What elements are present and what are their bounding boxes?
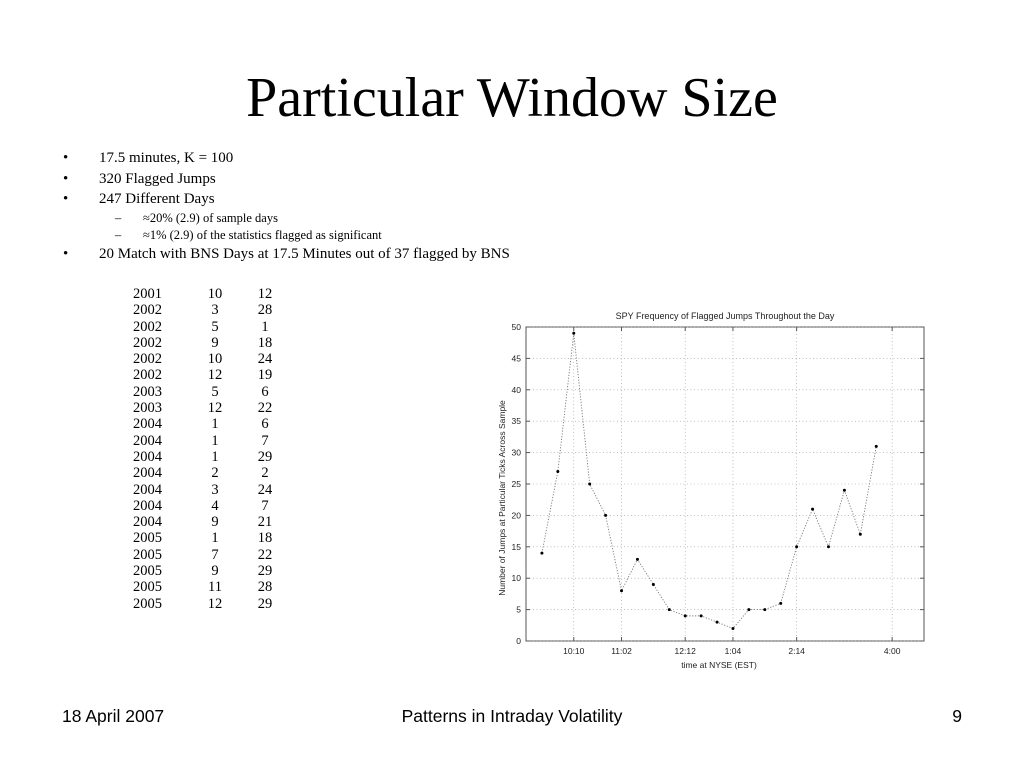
month-cell: 2 (211, 465, 219, 482)
y-tick-label: 5 (516, 604, 521, 615)
table-row (133, 335, 295, 351)
data-point (843, 489, 846, 492)
day-cell: 22 (257, 400, 273, 417)
day-cell: 7 (261, 497, 269, 514)
day-cell: 18 (257, 334, 273, 351)
table-row (133, 319, 295, 335)
day-cell: 6 (261, 416, 269, 433)
y-tick-label: 0 (516, 636, 521, 646)
day-cell: 28 (257, 302, 273, 319)
month-cell: 1 (211, 432, 219, 449)
data-point (620, 589, 623, 592)
x-tick-label: 10:10 (563, 646, 585, 656)
table-row (133, 482, 295, 498)
slide-title: Particular Window Size (246, 67, 778, 129)
table-row (133, 514, 295, 530)
y-tick-label: 25 (511, 479, 521, 489)
table-row (133, 302, 295, 318)
data-point (604, 514, 607, 517)
day-cell: 1 (261, 318, 269, 335)
bullet-item (55, 244, 955, 265)
table-row (133, 416, 295, 432)
y-tick-label: 50 (511, 322, 521, 332)
year-cell: 2004 (133, 448, 162, 465)
table-row (133, 530, 295, 546)
day-cell: 7 (261, 432, 269, 449)
year-cell: 2004 (133, 432, 162, 449)
day-cell: 6 (261, 383, 269, 400)
month-cell: 3 (211, 302, 219, 319)
year-cell: 2004 (133, 416, 162, 433)
dash-marker: – (115, 210, 122, 225)
bullet-marker: • (63, 191, 69, 207)
data-point (652, 583, 655, 586)
data-point (763, 608, 766, 611)
month-cell: 10 (207, 286, 223, 302)
y-tick-label: 35 (511, 416, 521, 427)
month-cell: 1 (211, 416, 219, 433)
data-point (811, 508, 814, 511)
data-point (827, 545, 830, 548)
x-axis-label: time at NYSE (EST) (681, 660, 757, 670)
month-cell: 7 (211, 546, 219, 563)
bullet-item (55, 148, 955, 169)
day-cell: 29 (257, 448, 273, 465)
jump-frequency-chart (492, 300, 932, 672)
month-cell: 9 (211, 514, 219, 531)
data-point (700, 614, 703, 617)
data-point (875, 445, 878, 448)
day-cell: 24 (257, 481, 273, 498)
data-point (795, 545, 798, 548)
month-cell: 9 (211, 334, 219, 351)
day-cell: 2 (261, 465, 269, 482)
year-cell: 2005 (133, 546, 162, 563)
y-tick-label: 45 (511, 353, 521, 364)
data-point (588, 483, 591, 486)
table-row (133, 547, 295, 563)
bullet-marker: • (63, 170, 69, 187)
year-cell: 2004 (133, 497, 162, 514)
year-cell: 2002 (133, 302, 162, 319)
table-row (133, 465, 295, 481)
bullet-marker: • (63, 150, 69, 166)
chart-title: SPY Frequency of Flagged Jumps Throughout the Day (615, 311, 835, 321)
y-tick-label: 30 (511, 447, 521, 458)
data-point (636, 558, 639, 561)
bullet-text: 247 Different Days (99, 191, 215, 207)
table-row (133, 596, 295, 612)
bullet-list (55, 148, 955, 264)
data-point (731, 627, 734, 630)
month-cell: 1 (211, 530, 219, 547)
x-tick-label: 4:00 (883, 646, 901, 656)
sub-bullet-item (55, 210, 955, 227)
day-cell: 18 (257, 530, 273, 547)
year-cell: 2005 (133, 563, 162, 580)
month-cell: 9 (211, 563, 219, 580)
bullet-text: 320 Flagged Jumps (99, 170, 216, 187)
bullet-text: ≈20% (2.9) of sample days (143, 210, 278, 225)
bullet-item (55, 169, 955, 190)
table-row (133, 400, 295, 416)
data-point (747, 608, 750, 611)
day-cell: 22 (257, 546, 273, 563)
y-tick-label: 15 (511, 541, 521, 552)
year-cell: 2005 (133, 530, 162, 547)
x-tick-label: 12:12 (674, 646, 696, 656)
year-cell: 2004 (133, 465, 162, 482)
day-cell: 28 (257, 579, 273, 596)
y-tick-label: 40 (511, 384, 521, 395)
year-cell: 2003 (133, 383, 162, 400)
footer-title: Patterns in Intraday Volatility (401, 706, 623, 726)
day-cell: 29 (257, 563, 273, 580)
year-cell: 2004 (133, 514, 162, 531)
table-row (133, 449, 295, 465)
bullet-text: 20 Match with BNS Days at 17.5 Minutes out of 37 flagged by BNS (99, 245, 510, 262)
bullet-text: 17.5 minutes, K = 100 (99, 150, 234, 166)
month-cell: 11 (208, 579, 222, 596)
year-cell: 2004 (133, 481, 162, 498)
sub-bullet-item (55, 227, 955, 244)
flagged-days-table (133, 286, 295, 612)
data-point (668, 608, 671, 611)
month-cell: 12 (207, 400, 223, 417)
day-cell: 24 (257, 351, 273, 368)
month-cell: 12 (207, 595, 223, 612)
year-cell: 2003 (133, 400, 162, 417)
year-cell: 2001 (133, 286, 162, 302)
month-cell: 5 (211, 383, 219, 400)
year-cell: 2005 (133, 579, 162, 596)
footer-date: 18 April 2007 (62, 706, 165, 726)
year-cell: 2002 (133, 318, 162, 335)
month-cell: 10 (207, 351, 223, 368)
day-cell: 12 (257, 286, 273, 302)
data-point (684, 614, 687, 617)
y-tick-label: 20 (511, 510, 521, 521)
x-tick-label: 2:14 (788, 646, 805, 656)
year-cell: 2002 (133, 367, 162, 384)
y-axis-label: Number of Jumps at Particular Ticks Across Sample (497, 400, 507, 596)
data-point (859, 533, 862, 536)
month-cell: 4 (211, 497, 219, 514)
bullet-text: ≈1% (2.9) of the statistics flagged as significant (143, 227, 382, 242)
year-cell: 2002 (133, 334, 162, 351)
table-row (133, 433, 295, 449)
table-row (133, 367, 295, 383)
x-tick-label: 1:04 (724, 646, 742, 656)
month-cell: 3 (211, 481, 219, 498)
day-cell: 21 (257, 514, 273, 531)
table-row (133, 579, 295, 595)
table-row (133, 351, 295, 367)
day-cell: 29 (257, 595, 273, 612)
table-row (133, 286, 295, 302)
month-cell: 5 (211, 318, 219, 335)
data-point (716, 621, 719, 624)
data-point (556, 470, 559, 473)
page-number: 9 (952, 706, 962, 726)
data-point (540, 552, 543, 555)
y-tick-label: 10 (511, 573, 521, 584)
day-cell: 19 (257, 367, 273, 384)
table-row (133, 498, 295, 514)
table-row (133, 563, 295, 579)
data-point (779, 602, 782, 605)
dash-marker: – (115, 227, 122, 242)
data-point (572, 332, 575, 335)
x-tick-label: 11:02 (611, 646, 632, 656)
month-cell: 1 (211, 448, 219, 465)
table-row (133, 384, 295, 400)
bullet-item (55, 189, 955, 210)
year-cell: 2005 (133, 595, 162, 612)
month-cell: 12 (207, 367, 223, 384)
bullet-marker: • (63, 245, 69, 262)
year-cell: 2002 (133, 351, 162, 368)
